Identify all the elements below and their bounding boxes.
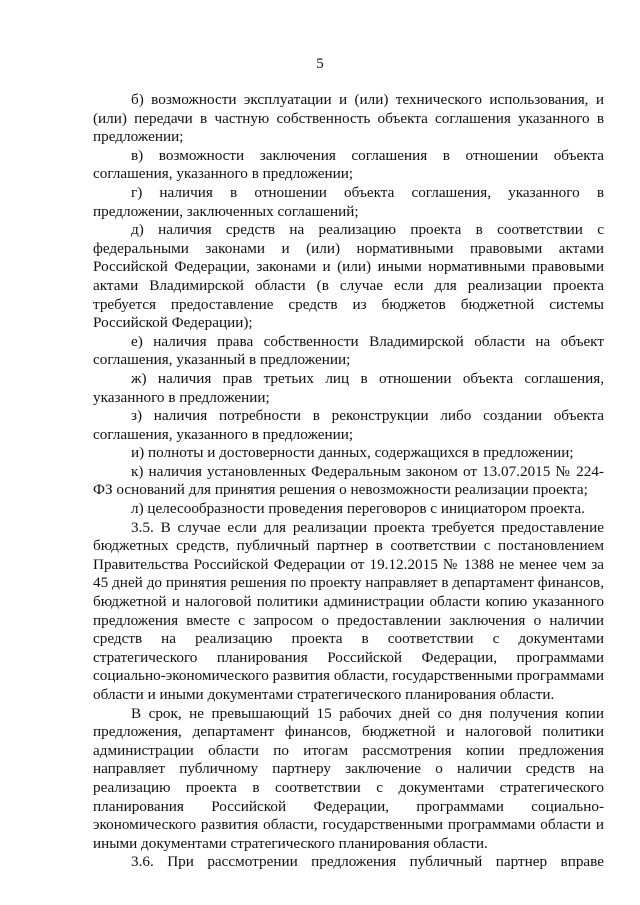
paragraph-3-5: 3.5. В случае если для реализации проекта требуется предоставление бюджетных средств, публичный партнер в соответствии с постановлением Правительства Российской Федерации от 19.12.2015 № 1388 не менее чем за 45 дней до принятия решения по проекту направляет в департамент финансов, бюджетной и налоговой политики администрации области копию указанного предложения вместе с запросом о предоставлении заключения о наличии средств на реализацию проекта в соответствии с документами стратегического планирования Российской Федерации, программами социально-экономического развития области, государственными программами области и иными документами стратегического планирования области. [93, 518, 604, 703]
paragraph-k: к) наличия установленных Федеральным законом от 13.07.2015 № 224-ФЗ оснований для принятия решения о невозможности реализации проекта; [93, 462, 604, 499]
paragraph-i: и) полноты и достоверности данных, содержащихся в предложении; [131, 444, 574, 462]
paragraph-d: д) наличия средств на реализацию проекта в соответствии с федеральными законами и (или) нормативными правовыми актами Российской Федерации, законами и (или) иными нормативными правовыми актами Владимирской области (в случае если для реализации проекта требуется предоставление средств из бюджетов бюджетной системы Российской Федерации); [93, 221, 604, 332]
paragraph-z: з) наличия потребности в реконструкции либо создании объекта соглашения, указанного в предложении; [93, 407, 604, 443]
document-body [93, 91, 604, 872]
paragraph-3-5-deadline: В срок, не превышающий 15 рабочих дней со дня получения копии предложения, департамент финансов, бюджетной и налоговой политики администрации области по итогам рассмотрения копии предложения направляет публичному партнеру заключение о наличии средств на реализацию проекта в соответствии с документами стратегического планирования Российской Федерации, программами социально-экономического развития области, государственными программами области и иными документами стратегического планирования области. [93, 704, 604, 852]
paragraph-g: г) наличия в отношении объекта соглашения, указанного в предложении, заключенных соглашений; [93, 183, 604, 220]
paragraph-v: в) возможности заключения соглашения в отношении объекта соглашения, указанного в предложении; [93, 146, 604, 183]
paragraph-zh: ж) наличия прав третьих лиц в отношении объекта соглашения, указанного в предложении; [93, 369, 604, 406]
paragraph-e: е) наличия права собственности Владимирской области на объект соглашения, указанный в предложении; [93, 332, 604, 369]
paragraph-3-6: 3.6. При рассмотрении предложения публичный партнер вправе [131, 853, 604, 871]
paragraph-b: б) возможности эксплуатации и (или) технического использования, и (или) передачи в частную собственность объекта соглашения указанного в предложении; [93, 91, 604, 146]
paragraph-l: л) целесообразности проведения переговоров с инициатором проекта. [131, 500, 585, 518]
page-number: 5 [316, 56, 324, 72]
